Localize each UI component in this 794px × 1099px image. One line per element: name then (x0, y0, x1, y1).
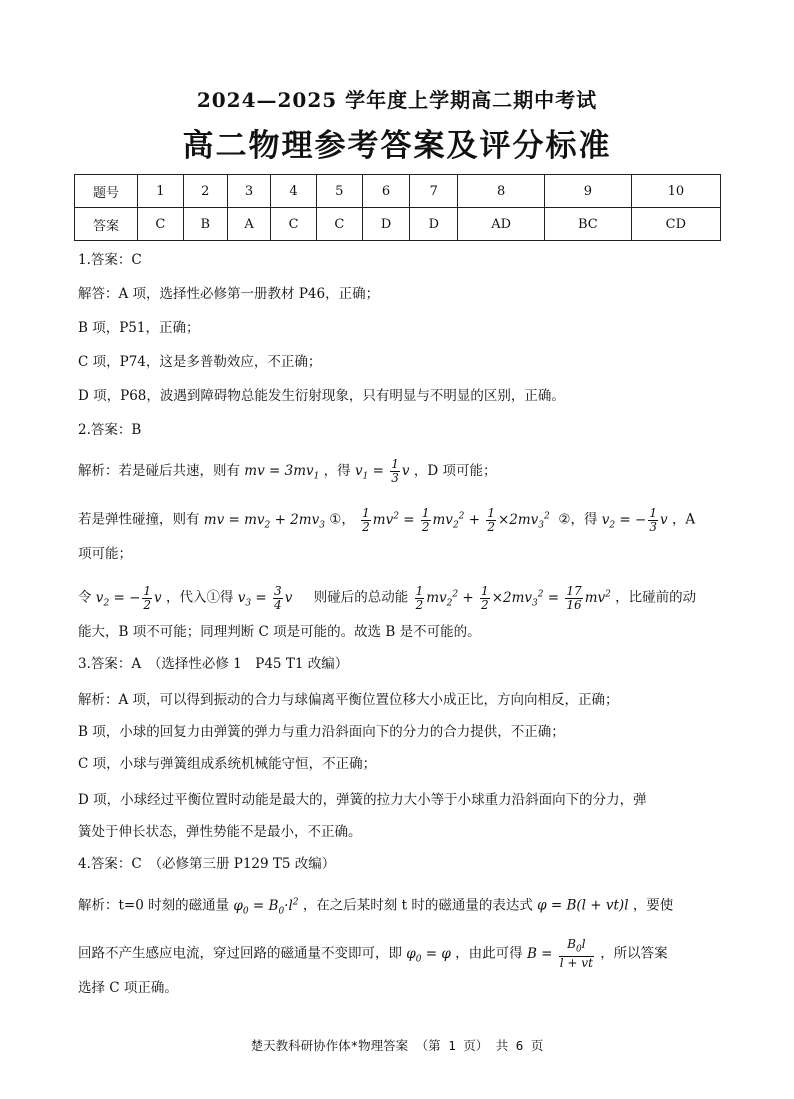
flux-formula: $\varphi_0 = B_0\cdot l^2$ (233, 897, 299, 917)
energy-equation: $\frac{1}{2}$ $mv^2$ = $\frac{1}{2}$ $mv_2^2$ + $\frac{1}{2}$ $\times 2mv_3^2$ (362, 505, 550, 534)
row-label-number: 题号 (75, 175, 138, 208)
flux-formula: φ = B(l + vt)l (537, 897, 629, 914)
q1-explanation-line: C 项，P74，这是多普勒效应，不正确； (78, 354, 322, 370)
q3-explanation-line: D 项，小球经过平衡位置时动能是最大的，弹簧的拉力大小等于小球重力沿斜面向下的分力，弹 (78, 792, 647, 808)
answer-cell: CD (631, 208, 720, 241)
q3-explanation-line: 簧处于伸长状态，弹性势能不是最小，不正确。 (78, 824, 362, 840)
q4-explanation-line: 选择 C 项正确。 (78, 980, 178, 996)
question-number-cell: 3 (227, 175, 270, 208)
page-footer: 楚天教科研协作体*物理答案 （第 1 页） 共 6 页 (250, 1038, 544, 1053)
question-number-cell: 4 (271, 175, 317, 208)
q1-explanation-line: 解答：A 项，选择性必修第一册教材 P46，正确； (78, 286, 380, 302)
momentum-equation: mv = $mv_2 + 2mv_3$ (203, 511, 325, 531)
q2-explanation-line: 解析：若是碰后共速，则有 mv = $3mv_1$ ，得 $v_1$ = $\frac{1}{3}$ v ，D 项可能； (78, 457, 497, 485)
answer-cell: AD (458, 208, 545, 241)
question-number-cell: 10 (631, 175, 720, 208)
answer-cell: C (316, 208, 362, 241)
velocity-formula: $v_2$ = − $\frac{1}{2}$ v (95, 583, 162, 612)
q1-answer-heading: 1.答案：C (78, 252, 142, 268)
answer-cell: C (271, 208, 317, 241)
answer-row (75, 208, 721, 241)
exam-title: 2024—2025 学年度上学期高二期中考试 (196, 88, 598, 112)
q4-explanation-line: 解析：t=0 时刻的磁通量 $\varphi_0 = B_0\cdot l^2$ ，在之后某时刻 t 时的磁通量的表达式 φ = B(l + vt)l ，要使 (78, 897, 674, 917)
momentum-equation: mv = $3mv_1$ (244, 463, 320, 482)
answer-cell: B (183, 208, 227, 241)
answer-table (74, 174, 721, 241)
answer-cell: D (410, 208, 458, 241)
q2-explanation-line: 能大，B 项不可能；同理判断 C 项是可能的。故选 B 是不可能的。 (78, 624, 481, 640)
question-number-cell: 5 (316, 175, 362, 208)
q1-explanation-line: D 项，P68，波遇到障碍物总能发生衍射现象，只有明显与不明显的区别，正确。 (78, 388, 565, 404)
answer-cell: C (138, 208, 184, 241)
answer-cell: D (362, 208, 410, 241)
kinetic-energy-formula: $\frac{1}{2}$ $mv_2^2$ + $\frac{1}{2}$ $\times 2mv_3^2$ = $\frac{17}{16}$ $mv^2$ (415, 583, 611, 612)
question-number-row (75, 175, 721, 208)
answer-cell: BC (545, 208, 632, 241)
question-number-cell: 6 (362, 175, 410, 208)
q3-explanation-line: 解析：A 项，可以得到振动的合力与球偏离平衡位置位移大小成正比，方向向相反，正确； (78, 692, 619, 708)
row-label-answer: 答案 (75, 208, 138, 241)
question-number-cell: 8 (458, 175, 545, 208)
q3-explanation-line: B 项，小球的回复力由弹簧的弹力与重力沿斜面向下的分力的合力提供，不正确； (78, 724, 565, 740)
q2-explanation-line: 令 $v_2$ = − $\frac{1}{2}$ v ，代入①得 $v_3$ = $\frac{3}{4}$ v 则碰后的总动能 $\frac{1}{2}$ $mv_2^2$ + $\frac{1}{2}$ $\times 2mv_3^2$ = $\frac{17}{16}$ $mv^2$ ，比碰前的动 (78, 583, 697, 612)
velocity-formula: $v_1$ = $\frac{1}{3}$ v (354, 457, 410, 485)
q3-answer-heading: 3.答案：A （选择性必修 1 P45 T1 改编） (78, 656, 349, 672)
q4-explanation-line: 回路不产生感应电流，穿过回路的磁通量不变即可，即 $\varphi_0 = \varphi$ ，由此可得 B = $\frac{B_0l}{l + vt}$ ，所以答案 (78, 937, 668, 971)
answer-cell: A (227, 208, 270, 241)
q2-explanation-line: 项可能； (78, 546, 132, 562)
question-number-cell: 9 (545, 175, 632, 208)
velocity-formula: $v_2$ = − $\frac{1}{3}$ v (601, 505, 668, 534)
q2-explanation-line: 若是弹性碰撞，则有 mv = $mv_2 + 2mv_3$ ①， $\frac{1}{2}$ $mv^2$ = $\frac{1}{2}$ $mv_2^2$ + $\frac{1}{2}$ $\times 2mv_3^2$ ②，得 $v_2$ = − $\frac{1}{3}$ v ，A (78, 505, 696, 534)
q1-explanation-line: B 项，P51，正确； (78, 320, 200, 336)
document-title: 高二物理参考答案及评分标准 (182, 128, 612, 164)
flux-formula: $\varphi_0 = \varphi$ (406, 945, 451, 965)
question-number-cell: 7 (410, 175, 458, 208)
q4-answer-heading: 4.答案：C （必修第三册 P129 T5 改编） (78, 856, 336, 872)
question-number-cell: 1 (138, 175, 184, 208)
velocity-formula: $v_3$ = $\frac{3}{4}$ v (237, 583, 293, 612)
field-formula: B = $\frac{B_0l}{l + vt}$ (526, 937, 593, 971)
q2-answer-heading: 2.答案：B (78, 422, 142, 438)
q3-explanation-line: C 项，小球与弹簧组成系统机械能守恒，不正确； (78, 756, 377, 772)
question-number-cell: 2 (183, 175, 227, 208)
